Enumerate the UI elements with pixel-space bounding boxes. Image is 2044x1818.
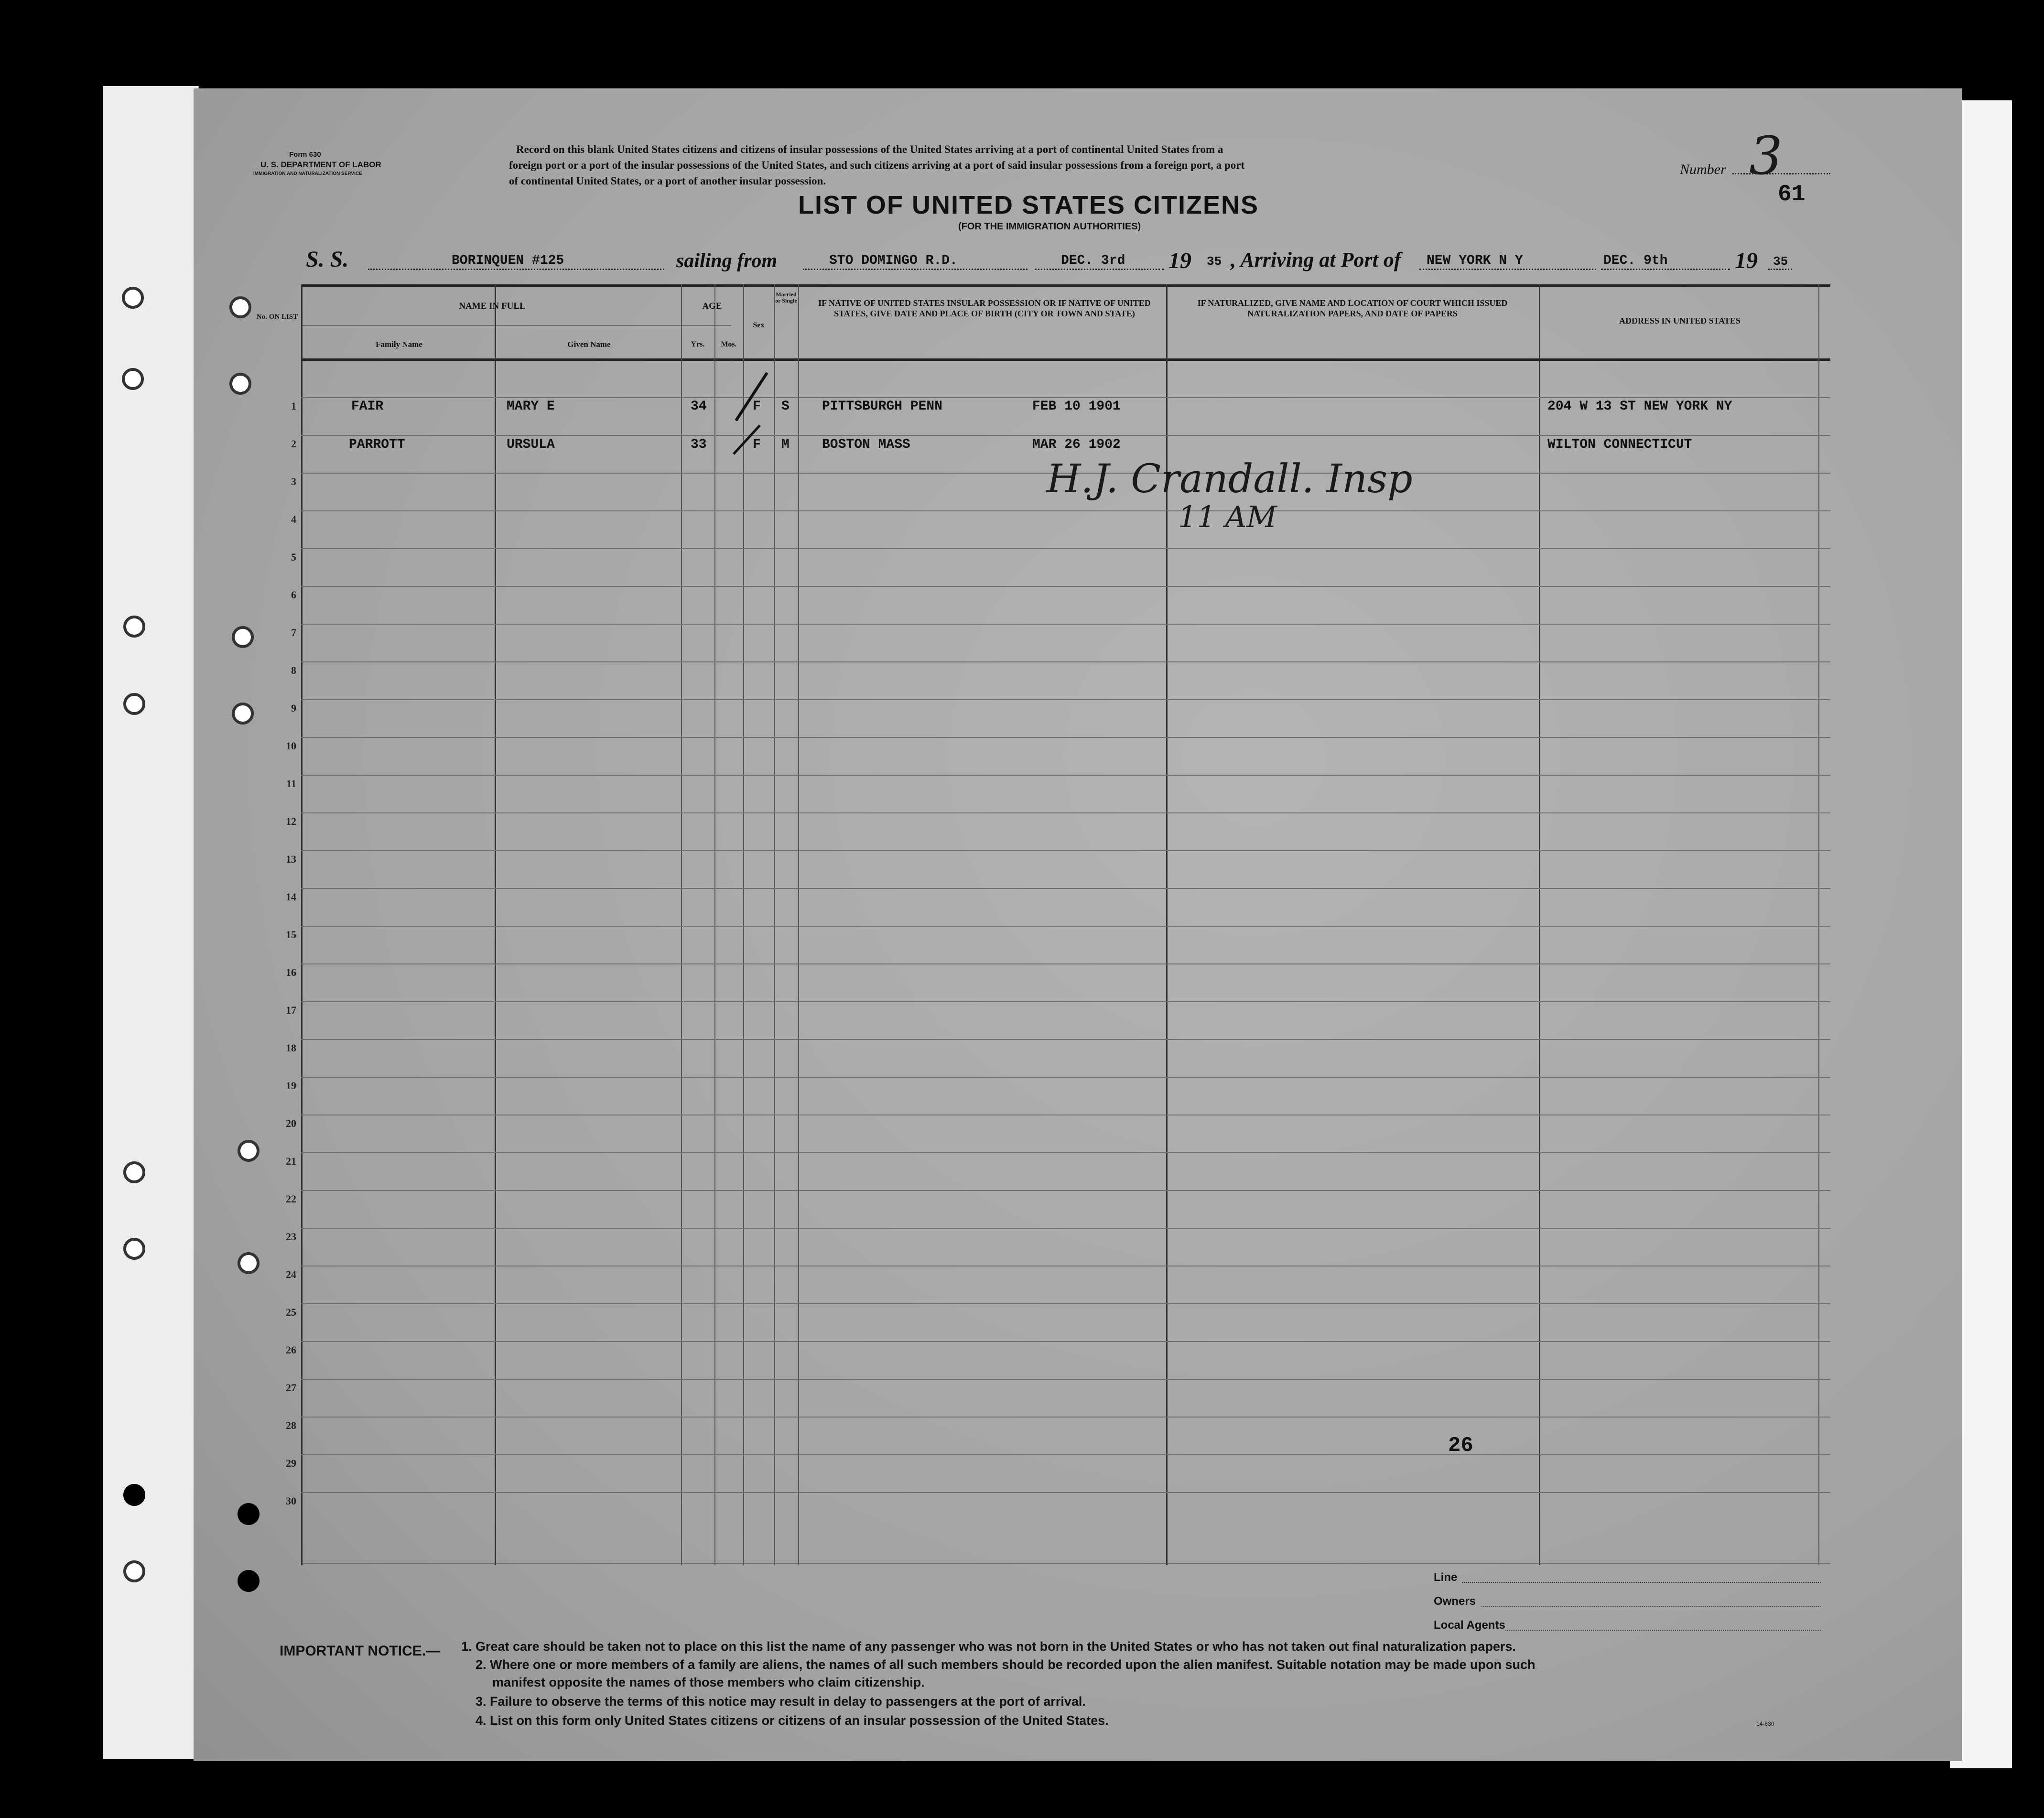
header-name-in-full: NAME IN FULL — [459, 301, 526, 311]
row-number: 28 — [286, 1419, 296, 1431]
punch-hole — [229, 373, 251, 395]
notice-3: 3. Failure to observe the terms of this notice may result in delay to passengers at the port of arrival. — [476, 1694, 1086, 1709]
row-number: 15 — [286, 929, 296, 941]
row-line — [301, 775, 1830, 776]
header-naturalization: IF NATURALIZED, GIVE NAME AND LOCATION OF COURT WHICH ISSUED NATURALIZATION PAPERS, AND DATE OF PAPERS — [1197, 298, 1508, 318]
row-number: 25 — [286, 1306, 296, 1318]
row-number: 8 — [291, 664, 296, 676]
row-number: 16 — [286, 966, 296, 978]
col-line — [681, 284, 682, 1565]
table-bottom-border — [301, 1563, 1830, 1564]
ship-name: BORINQUEN #125 — [452, 253, 564, 268]
row-number: 6 — [291, 589, 296, 601]
row-line — [301, 737, 1830, 738]
inspection-time: 11 AM — [1178, 499, 1277, 534]
family-name-cell: FAIR — [351, 399, 384, 414]
depart-date-underline — [1035, 269, 1164, 270]
row-number: 12 — [286, 815, 296, 827]
page-subtitle: (FOR THE IMMIGRATION AUTHORITIES) — [958, 221, 1141, 232]
year-prefix-1: 19 — [1168, 248, 1191, 273]
local-agents-fill — [1505, 1630, 1821, 1631]
page-count: 26 — [1448, 1434, 1473, 1458]
marital-status-cell: M — [781, 437, 789, 452]
punch-hole — [238, 1252, 260, 1274]
col-line — [301, 284, 303, 1565]
row-number: 23 — [286, 1231, 296, 1243]
col-line — [1818, 284, 1819, 1565]
row-number: 9 — [291, 702, 296, 714]
punch-hole — [123, 1238, 145, 1260]
punch-hole — [232, 703, 254, 725]
local-agents-label: Local Agents — [1434, 1619, 1505, 1632]
page-title: LIST OF UNITED STATES CITIZENS — [798, 191, 1259, 219]
punch-hole — [122, 368, 144, 390]
row-line — [301, 1454, 1830, 1455]
header-age: AGE — [702, 301, 722, 311]
punch-hole — [123, 693, 145, 715]
notice-2: 2. Where one or more members of a family are aliens, the names of all such members should be recorded upon the alien manifest. Suitable notation may be made upon such — [476, 1657, 1536, 1672]
instruction-line-2: foreign port or a port of the insular possessions of the United States, and such citizens arriving at a port of said insular possessions from a foreign port, a port — [509, 159, 1245, 171]
table-top-border — [301, 284, 1830, 287]
col-line — [774, 284, 775, 1565]
row-line — [301, 1190, 1830, 1191]
header-given-name: Given Name — [567, 340, 611, 349]
row-number: 1 — [291, 400, 296, 412]
row-number: 24 — [286, 1268, 296, 1280]
row-number: 4 — [291, 513, 296, 525]
form-code: 14-630 — [1756, 1721, 1774, 1727]
row-line — [301, 888, 1830, 889]
header-married-or-single: Married or Single — [775, 291, 797, 304]
departure-date: DEC. 3rd — [1061, 253, 1125, 268]
owners-fill — [1482, 1606, 1821, 1607]
col-line — [743, 284, 744, 1565]
header-sex: Sex — [753, 321, 765, 329]
address-cell: 204 W 13 ST NEW YORK NY — [1547, 399, 1732, 414]
arrival-port-underline — [1419, 269, 1596, 270]
department-name: U. S. DEPARTMENT OF LABOR — [260, 160, 381, 169]
punch-hole — [123, 616, 145, 638]
family-name-cell: PARROTT — [349, 437, 405, 452]
row-line — [301, 963, 1830, 964]
row-line — [301, 1379, 1830, 1380]
row-line — [301, 397, 1830, 398]
sailing-from-port: STO DOMINGO R.D. — [829, 253, 958, 268]
left-margin-strip — [103, 86, 199, 1759]
name-subheader-line — [301, 325, 731, 326]
list-number: 3 — [1749, 125, 1783, 186]
row-line — [301, 1077, 1830, 1078]
ship-underline — [368, 269, 664, 270]
address-cell: WILTON CONNECTICUT — [1547, 437, 1692, 452]
row-number: 30 — [286, 1495, 296, 1507]
punch-hole — [238, 1503, 260, 1525]
instruction-line-3: of continental United States, or a port of another insular possession. — [509, 175, 826, 187]
row-number: 3 — [291, 476, 296, 487]
row-number: 13 — [286, 853, 296, 865]
row-number: 5 — [291, 551, 296, 563]
list-sub-number: 61 — [1778, 182, 1806, 207]
punch-hole — [122, 287, 144, 309]
marital-status-cell: S — [781, 399, 789, 414]
notice-2-cont: manifest opposite the names of those members who claim citizenship. — [492, 1675, 925, 1689]
arrival-date: DEC. 9th — [1603, 253, 1668, 268]
col-line — [714, 284, 715, 1565]
punch-hole — [123, 1484, 145, 1506]
punch-hole — [238, 1140, 260, 1162]
punch-hole — [123, 1161, 145, 1183]
form-number: Form 630 — [289, 151, 321, 159]
col-line — [1539, 284, 1540, 1565]
col-line — [798, 284, 799, 1565]
sailing-from-underline — [803, 269, 1027, 270]
row-number: 10 — [286, 740, 296, 752]
birthplace-cell: PITTSBURGH PENN — [822, 399, 943, 414]
arrival-year-underline — [1768, 269, 1792, 270]
header-birth-info: IF NATIVE OF UNITED STATES INSULAR POSSESSION OR IF NATIVE OF UNITED STATES, GIVE DATE AND PLACE OF BIRTH (CITY OR TOWN AND STATE) — [818, 298, 1151, 318]
header-family-name: Family Name — [376, 340, 422, 349]
birthdate-cell: FEB 10 1901 — [1032, 399, 1121, 414]
row-number: 29 — [286, 1457, 296, 1469]
instruction-line-1: Record on this blank United States citizens and citizens of insular possessions of the United States arriving at a port of continental United States from a — [516, 143, 1223, 155]
owners-label: Owners — [1434, 1595, 1476, 1608]
year-prefix-2: 19 — [1735, 248, 1758, 273]
sailing-from-label: sailing from — [676, 250, 778, 272]
punch-hole — [238, 1570, 260, 1592]
row-line — [301, 812, 1830, 813]
service-name: IMMIGRATION AND NATURALIZATION SERVICE — [253, 171, 362, 176]
notice-label: IMPORTANT NOTICE.— — [280, 1643, 441, 1659]
row-line — [301, 1152, 1830, 1153]
header-address: ADDRESS IN UNITED STATES — [1619, 316, 1741, 325]
age-years-cell: 33 — [691, 437, 707, 452]
row-number: 19 — [286, 1080, 296, 1092]
punch-hole — [123, 1560, 145, 1582]
header-years: Yrs. — [691, 340, 705, 348]
row-number: 27 — [286, 1382, 296, 1394]
row-number: 11 — [286, 778, 296, 790]
row-line — [301, 624, 1830, 625]
sex-cell: F — [753, 437, 761, 452]
arrival-date-underline — [1601, 269, 1730, 270]
header-no-on-list: No. ON LIST — [256, 313, 298, 321]
row-number: 21 — [286, 1155, 296, 1167]
row-line — [301, 1228, 1830, 1229]
row-line — [301, 661, 1830, 662]
number-label: Number — [1680, 162, 1726, 177]
col-line — [495, 284, 496, 1565]
line-label: Line — [1434, 1571, 1458, 1584]
row-line — [301, 586, 1830, 587]
row-line — [301, 510, 1830, 511]
check-mark — [722, 368, 774, 459]
row-line — [301, 926, 1830, 927]
row-line — [301, 1303, 1830, 1304]
header-bottom-border — [301, 358, 1830, 361]
row-line — [301, 1001, 1830, 1002]
notice-1: 1. Great care should be taken not to place on this list the name of any passenger who was not born in the United States or who has not taken out final naturalization papers. — [461, 1639, 1516, 1654]
line-fill — [1462, 1582, 1821, 1583]
row-line — [301, 1492, 1830, 1493]
header-months: Mos. — [721, 340, 737, 348]
row-number: 20 — [286, 1117, 296, 1129]
row-line — [301, 699, 1830, 700]
arrival-year: 35 — [1773, 254, 1788, 269]
row-number: 14 — [286, 891, 296, 903]
sex-cell: F — [753, 399, 761, 414]
row-number: 7 — [291, 627, 296, 638]
row-number: 18 — [286, 1042, 296, 1054]
arriving-label: , Arriving at Port of — [1231, 248, 1401, 271]
punch-hole — [229, 296, 251, 318]
birthdate-cell: MAR 26 1902 — [1032, 437, 1121, 452]
arrival-port: NEW YORK N Y — [1427, 253, 1523, 268]
row-number: 17 — [286, 1004, 296, 1016]
departure-year: 35 — [1207, 254, 1222, 269]
manifest-table — [256, 284, 1830, 1565]
punch-hole — [232, 626, 254, 648]
row-line — [301, 548, 1830, 549]
given-name-cell: MARY E — [507, 399, 555, 414]
row-number: 22 — [286, 1193, 296, 1205]
row-line — [301, 1417, 1830, 1418]
row-number: 26 — [286, 1344, 296, 1356]
inspector-signature: H.J. Crandall. Insp — [1047, 456, 1413, 502]
row-line — [301, 1341, 1830, 1342]
given-name-cell: URSULA — [507, 437, 555, 452]
age-years-cell: 34 — [691, 399, 707, 414]
ss-label: S. S. — [306, 247, 349, 272]
row-line — [301, 1039, 1830, 1040]
birthplace-cell: BOSTON MASS — [822, 437, 910, 452]
row-number: 2 — [291, 438, 296, 450]
row-line — [301, 435, 1830, 436]
row-line — [301, 850, 1830, 851]
notice-4: 4. List on this form only United States citizens or citizens of an insular possession of the United States. — [476, 1713, 1109, 1728]
